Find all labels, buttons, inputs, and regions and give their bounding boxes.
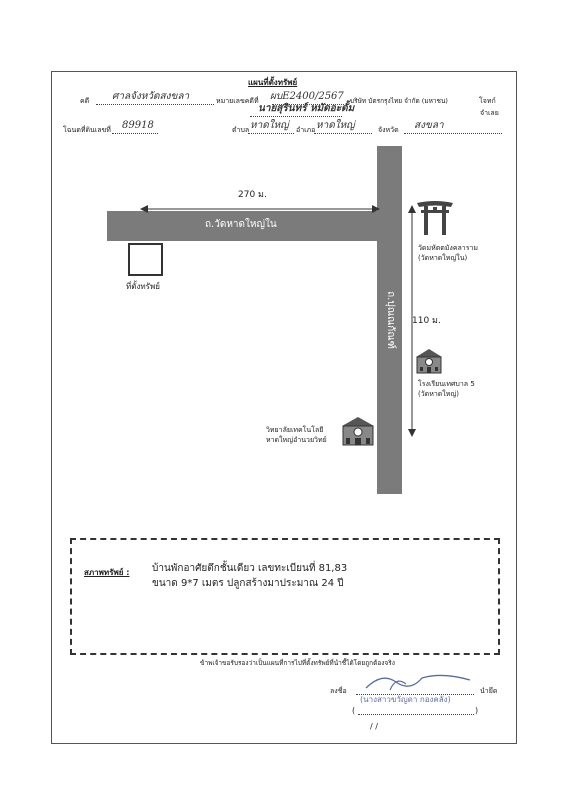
property-label: สภาพทรัพย์ :: [84, 568, 130, 577]
signer-bracket: (: [352, 706, 356, 715]
case-label: คดี: [80, 97, 90, 105]
horizontal-distance-label: 270 ม.: [238, 190, 267, 200]
district: หาดใหญ่: [316, 120, 355, 131]
subdistrict-underline: [248, 133, 294, 134]
district-label: อำเภอ: [296, 126, 316, 134]
defendant-name: นายสุรินทร์ หมัดอะดั้ม: [258, 103, 355, 114]
college-name: วิทยาลัยเทคโนโลยี: [266, 426, 324, 434]
province-label: จังหวัด: [378, 126, 399, 134]
signer-bracket-close: ): [475, 706, 479, 715]
school-building-icon: [415, 348, 443, 374]
page-title: แผนที่ตั้งทรัพย์: [248, 78, 298, 87]
property-marker: [128, 243, 163, 276]
defendant-underline: [250, 116, 342, 117]
plaintiff-label: โจทก์: [479, 97, 496, 105]
plaintiff-name: บริษัท บัตรกรุงไทย จำกัด (มหาชน): [350, 97, 448, 105]
sign-label: ลงชื่อ: [330, 687, 347, 695]
subdistrict: หาดใหญ่: [250, 120, 289, 131]
signature-mark: [362, 670, 474, 696]
horizontal-distance-arrow: [140, 202, 380, 216]
subdistrict-label: ตำบล: [232, 126, 250, 134]
date-slashes: / /: [370, 722, 378, 731]
temple-subname: (วัดหาดใหญ่ใน): [418, 254, 468, 262]
property-line-2: ขนาด 9*7 เมตร ปลูกสร้างมาประมาณ 24 ปี: [152, 578, 344, 589]
road-horizontal-label: ถ.วัดหาดใหญ่ใน: [205, 219, 277, 230]
province-underline: [404, 133, 502, 134]
court-name: ศาลจังหวัดสงขลา: [112, 91, 190, 102]
certification-statement: ข้าพเจ้าขอรับรองว่าเป็นแผนที่การไปที่ตั้งทรัพย์ที่นำชี้ได้โดยถูกต้องจริง: [200, 659, 395, 667]
property-line-1: บ้านพักอาศัยตึกชั้นเดียว เลขทะเบียนที่ 81,83: [152, 563, 348, 574]
case-number: ผบE2400/2567: [270, 91, 344, 102]
court-underline: [96, 104, 214, 105]
province: สงขลา: [414, 120, 444, 131]
property-description-box: [70, 538, 500, 655]
signer-underline: [358, 714, 474, 715]
defendant-label: จำเลย: [480, 109, 499, 117]
deed-label: โฉนดที่ดินเลขที่: [63, 126, 111, 134]
temple-name: วัดมหัตตมังคลาราม: [418, 244, 479, 252]
temple-gate-icon: [415, 198, 455, 236]
college-building-icon: [340, 416, 376, 446]
vertical-distance-label: 110 ม.: [412, 316, 441, 326]
deed-underline: [112, 133, 158, 134]
case-no-label: หมายเลขคดีที่: [216, 97, 259, 105]
signer-role: นำยึด: [480, 687, 498, 695]
property-marker-label: ที่ตั้งทรัพย์: [126, 282, 160, 291]
school-subname: (วัดหาดใหญ่): [418, 390, 460, 398]
deed-number: 89918: [122, 120, 154, 131]
signer-name: (นางสาวขวัญดา กองคลัง): [360, 695, 451, 704]
district-underline: [314, 133, 372, 134]
school-name: โรงเรียนเทศบาล 5: [418, 380, 475, 388]
college-subname: หาดใหญ่อำนวยวิทย์: [266, 436, 327, 444]
road-vertical-label: ถ.ปุณณกัณฑ์: [385, 291, 396, 349]
